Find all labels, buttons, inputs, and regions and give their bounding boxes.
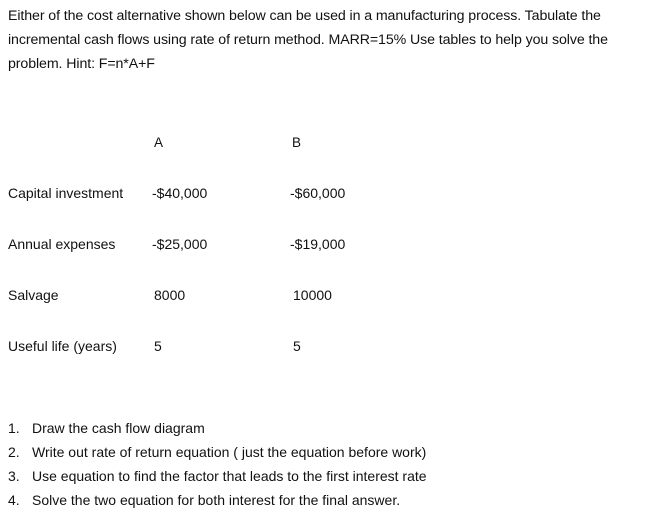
row-label-annual-expenses: Annual expenses [8, 236, 116, 252]
cell-capital-investment-a: -$40,000 [152, 185, 208, 201]
row-label-useful-life: Useful life (years) [8, 338, 117, 354]
cell-salvage-a: 8000 [154, 287, 186, 303]
cell-useful-life-b: 5 [293, 338, 301, 354]
task-item [8, 488, 427, 512]
task-number: 2. [8, 444, 20, 460]
column-header-b: B [292, 135, 302, 150]
cell-salvage-b: 10000 [293, 287, 332, 303]
problem-line-1: Either of the cost alternative shown below can be used in a manufacturing process. Tabulate the [8, 8, 601, 24]
task-list [8, 416, 427, 512]
task-item [8, 416, 427, 440]
task-item [8, 464, 427, 488]
task-text: Solve the two equation for both interest for the final answer. [32, 492, 401, 508]
problem-statement [8, 4, 663, 76]
task-text: Use equation to find the factor that leads to the first interest rate [32, 468, 427, 484]
task-text: Draw the cash flow diagram [32, 420, 205, 436]
row-label-capital-investment: Capital investment [8, 185, 124, 201]
column-header-a: A [154, 135, 164, 150]
task-number: 3. [8, 468, 20, 484]
task-number: 4. [8, 492, 20, 508]
problem-line-3: problem. Hint: F=n*A+F [8, 56, 155, 72]
task-item [8, 440, 427, 464]
task-text: Write out rate of return equation ( just the equation before work) [32, 444, 427, 460]
cell-useful-life-a: 5 [154, 338, 162, 354]
cell-capital-investment-b: -$60,000 [290, 185, 346, 201]
problem-line-2: incremental cash flows using rate of return method. MARR=15% Use tables to help you solve the [8, 32, 608, 48]
task-number: 1. [8, 420, 20, 436]
row-label-salvage: Salvage [8, 287, 59, 303]
cell-annual-expenses-b: -$19,000 [290, 236, 346, 252]
cell-annual-expenses-a: -$25,000 [152, 236, 208, 252]
